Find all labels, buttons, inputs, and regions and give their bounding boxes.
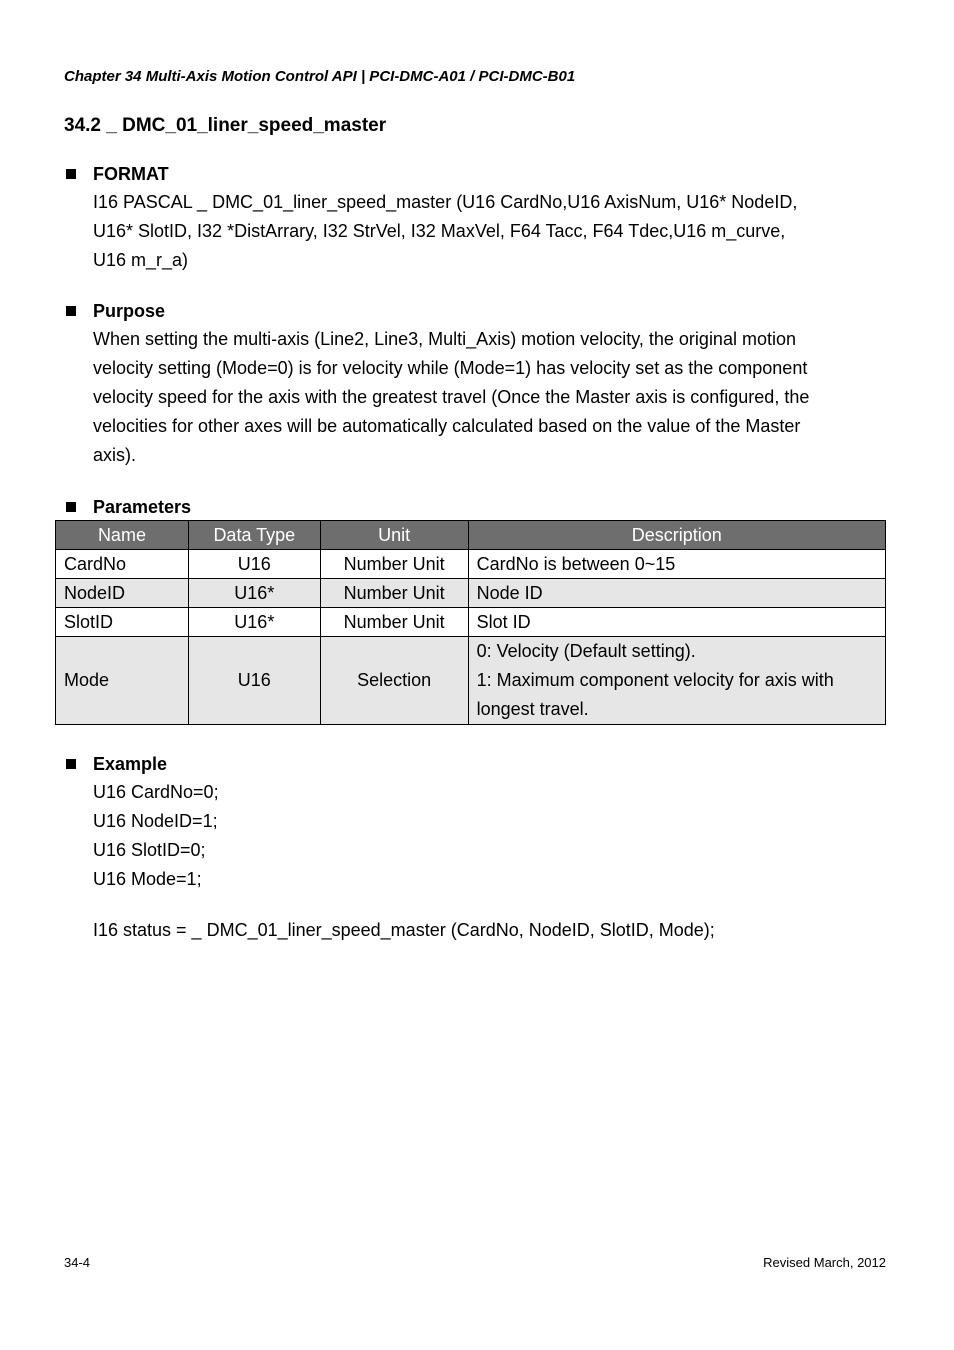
format-heading-label: FORMAT: [93, 163, 169, 184]
purpose-line: velocities for other axes will be automatically calculated based on the value of the Master: [93, 416, 801, 436]
example-line: U16 Mode=1;: [93, 869, 202, 889]
bullet-square-icon: [66, 169, 76, 179]
purpose-line: axis).: [93, 445, 137, 465]
param-type: U16*: [188, 579, 320, 608]
format-line: U16* SlotID, I32 *DistArrary, I32 StrVel, I32 MaxVel, F64 Tacc, F64 Tdec,U16 m_curve,: [93, 221, 786, 241]
param-unit: Number Unit: [320, 579, 468, 608]
table-row: [56, 637, 886, 725]
purpose-heading-label: Purpose: [93, 300, 166, 321]
example-line: U16 NodeID=1;: [93, 811, 218, 831]
param-unit: Number Unit: [320, 608, 468, 637]
column-header-name: Name: [56, 521, 189, 550]
param-description-line: 1: Maximum component velocity for axis with: [476, 670, 834, 690]
page-number: 34-4: [64, 1255, 91, 1270]
purpose-section: [64, 300, 894, 470]
parameters-heading: [64, 496, 894, 518]
chapter-header: Chapter 34 Multi-Axis Motion Control API | PCI-DMC-A01 / PCI-DMC-B01: [64, 68, 576, 85]
column-header-data-type: Data Type: [188, 521, 320, 550]
param-description: Slot ID: [468, 608, 885, 637]
purpose-body: [93, 325, 894, 470]
bullet-square-icon: [66, 759, 76, 769]
bullet-square-icon: [66, 502, 76, 512]
example-heading: [64, 753, 894, 775]
param-unit: Number Unit: [320, 550, 468, 579]
param-type: U16: [188, 550, 320, 579]
example-call: I16 status = _ DMC_01_liner_speed_master (CardNo, NodeID, SlotID, Mode);: [93, 920, 715, 940]
parameters-section: [64, 496, 894, 518]
purpose-line: velocity speed for the axis with the greatest travel (Once the Master axis is configured, the: [93, 387, 810, 407]
param-description-line: longest travel.: [476, 699, 589, 719]
purpose-heading: [64, 300, 894, 322]
table-row: [56, 550, 886, 579]
bullet-square-icon: [66, 306, 76, 316]
example-section: [64, 753, 894, 945]
format-heading: [64, 163, 894, 185]
param-unit: Selection: [320, 637, 468, 725]
purpose-line: velocity setting (Mode=0) is for velocity while (Mode=1) has velocity set as the component: [93, 358, 808, 378]
column-header-description: Description: [468, 521, 885, 550]
example-line: U16 SlotID=0;: [93, 840, 206, 860]
purpose-line: When setting the multi-axis (Line2, Line3, Multi_Axis) motion velocity, the original motion: [93, 329, 796, 349]
parameters-heading-label: Parameters: [93, 496, 192, 517]
parameters-table: [55, 520, 886, 725]
param-name: Mode: [56, 637, 189, 725]
table-row: [56, 579, 886, 608]
param-type: U16*: [188, 608, 320, 637]
param-description: Node ID: [468, 579, 885, 608]
format-line: I16 PASCAL _ DMC_01_liner_speed_master (U16 CardNo,U16 AxisNum, U16* NodeID,: [93, 192, 798, 212]
table-header-row: [56, 521, 886, 550]
example-heading-label: Example: [93, 753, 168, 774]
format-line: U16 m_r_a): [93, 250, 189, 270]
revision-date: Revised March, 2012: [763, 1255, 886, 1270]
param-description: CardNo is between 0~15: [468, 550, 885, 579]
param-name: CardNo: [56, 550, 189, 579]
format-body: [93, 188, 894, 275]
table-row: [56, 608, 886, 637]
section-title: 34.2 _ DMC_01_liner_speed_master: [64, 115, 387, 136]
param-type: U16: [188, 637, 320, 725]
param-description: [468, 637, 885, 725]
param-name: NodeID: [56, 579, 189, 608]
example-body: [93, 778, 894, 945]
param-description-line: 0: Velocity (Default setting).: [476, 641, 696, 661]
column-header-unit: Unit: [320, 521, 468, 550]
format-section: [64, 163, 894, 275]
param-name: SlotID: [56, 608, 189, 637]
example-line: U16 CardNo=0;: [93, 782, 219, 802]
